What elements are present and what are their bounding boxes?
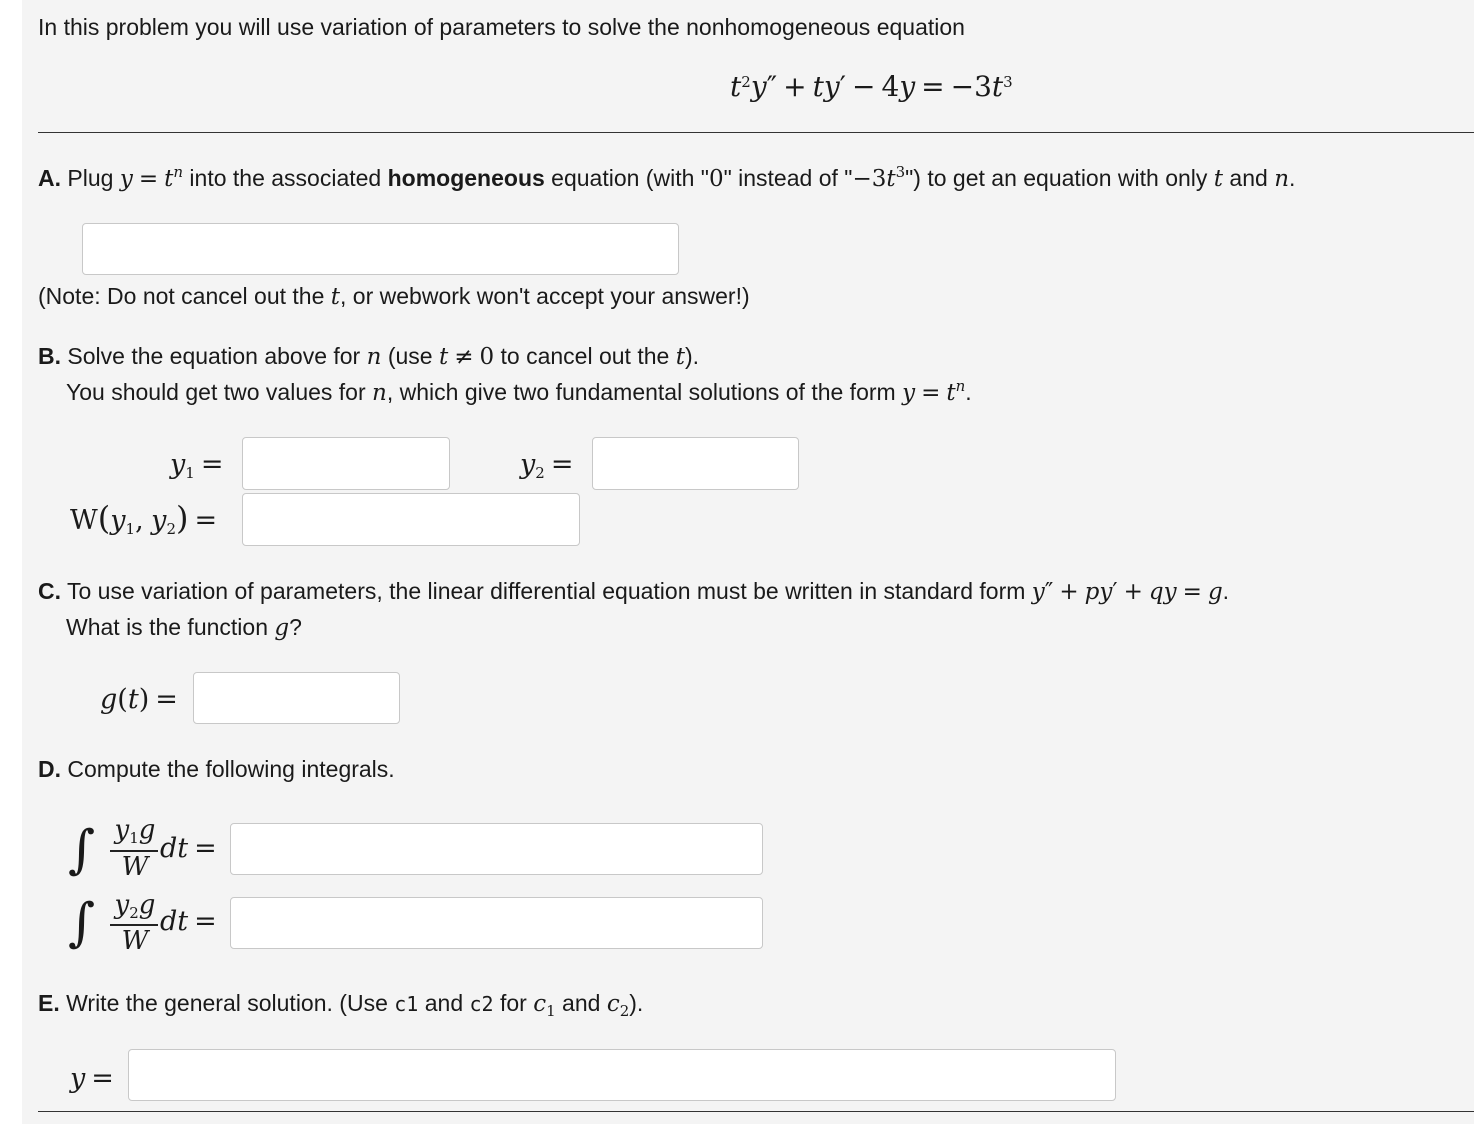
divider-bottom xyxy=(38,1111,1474,1112)
g-label: g(t) = xyxy=(100,684,178,715)
integral-1-answer-input[interactable] xyxy=(230,823,763,875)
part-a-prompt: A. Plug $y = t^n$ into the associated homogeneous equation (with "0" instead of "$-3t^3$") to get an equation with only t and n. xyxy=(38,163,1296,192)
y2-answer-input[interactable] xyxy=(592,437,799,490)
y1-label: $y_1$ = xyxy=(170,449,224,482)
part-a-answer-input[interactable] xyxy=(82,223,679,275)
part-b-prompt-line2: You should get two values for n, which give two fundamental solutions of the form $y = t^n$. xyxy=(66,377,972,406)
integral-1-dt: dt = xyxy=(160,833,217,864)
y1-answer-input[interactable] xyxy=(242,437,450,490)
integral-2-dt: dt = xyxy=(160,906,217,937)
part-c-prompt-line2: What is the function g? xyxy=(66,614,302,641)
g-answer-input[interactable] xyxy=(193,672,400,724)
integral-2-numerator: $y_2g$ xyxy=(114,890,156,922)
y2-label: $y_2$ = xyxy=(520,449,574,482)
integral-1-numerator: $y_1g$ xyxy=(114,815,156,847)
wronskian-label: $W(y_1$, $y_2$) = xyxy=(70,499,218,538)
general-solution-answer-input[interactable] xyxy=(128,1049,1116,1101)
integral-sign-1: ∫ xyxy=(68,820,96,880)
integral-sign-2: ∫ xyxy=(68,893,96,953)
wronskian-answer-input[interactable] xyxy=(242,493,580,546)
part-e-prompt: E. Write the general solution. (Use c1 and c2 for $c_1$ and $c_2$). xyxy=(38,990,644,1020)
main-equation: $t^2y'' + ty' - 4y = -3t^3$ xyxy=(730,70,1013,103)
intro-text: In this problem you will use variation of parameters to solve the nonhomogeneous equation xyxy=(38,14,965,40)
part-a-note: (Note: Do not cancel out the t, or webwork won't accept your answer!) xyxy=(38,283,750,310)
general-solution-label: y = xyxy=(70,1063,114,1094)
divider-top xyxy=(38,132,1474,133)
part-d-prompt: D. Compute the following integrals. xyxy=(38,756,395,782)
part-c-prompt-line1: C. To use variation of parameters, the linear differential equation must be written in standard form y″ + py′ + qy = g. xyxy=(38,578,1230,605)
integral-1-denominator: W xyxy=(121,852,149,882)
integral-2-denominator: W xyxy=(121,926,149,956)
integral-2-answer-input[interactable] xyxy=(230,897,763,949)
part-b-prompt-line1: B. Solve the equation above for n (use t ≠ 0 to cancel out the t). xyxy=(38,343,700,370)
